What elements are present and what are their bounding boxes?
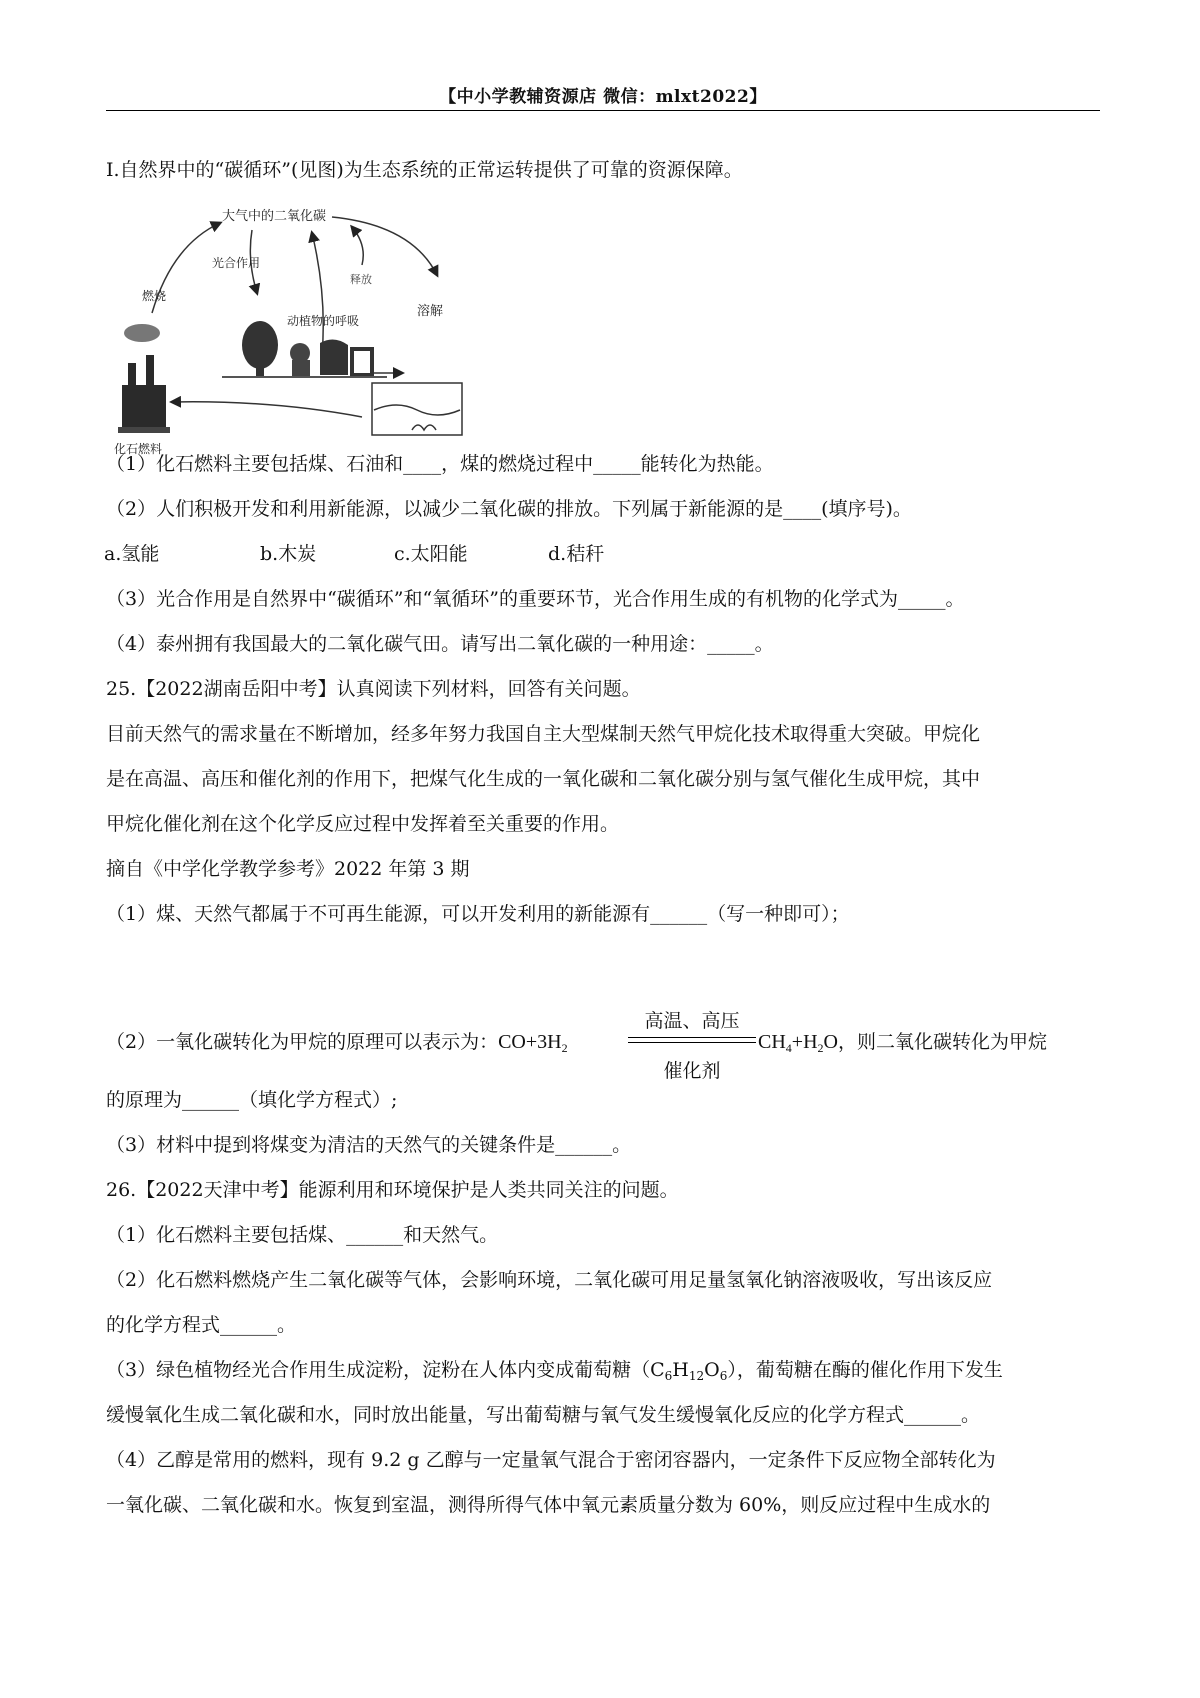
- eq-right-plus-h: +H: [791, 1031, 818, 1053]
- eq-condition-arrow: [628, 1006, 756, 1082]
- eq-right: [758, 1031, 838, 1053]
- q25-source: 摘自《中学化学教学参考》2022 年第 3 期: [106, 858, 470, 880]
- q26-q3-sub-c: 6: [664, 1369, 673, 1383]
- q26-q1: （1）化石燃料主要包括煤、______和天然气。: [106, 1224, 499, 1246]
- q25-q2-suffix: ，则二氧化碳转化为甲烷: [837, 1031, 1047, 1053]
- label-respiration: 动植物的呼吸: [287, 314, 360, 328]
- label-dissolve: 溶解: [417, 304, 444, 319]
- q25-q2-prefix: （2）一氧化碳转化为甲烷的原理可以表示为：: [106, 1031, 499, 1053]
- q26-q2-line2: 的化学方程式______。: [106, 1314, 297, 1336]
- eq-double-line: [628, 1037, 756, 1043]
- q26-q4-line2: 一氧化碳、二氧化碳和水。恢复到室温，测得所得气体中氧元素质量分数为 60%，则反应过程中生成水的: [106, 1494, 991, 1516]
- section1-q4: （4）泰州拥有我国最大的二氧化碳气田。请写出二氧化碳的一种用途：_____。: [106, 633, 774, 655]
- release-arrow: [352, 227, 363, 265]
- q25-q2-continuation: 的原理为______（填化学方程式）;: [106, 1089, 398, 1111]
- label-fossil-fuel: 化石燃料: [114, 442, 163, 456]
- q26-q4-line1: （4）乙醇是常用的燃料，现有 9.2 g 乙醇与一定量氧气混合于密闭容器内，一定条件下反应物全部转化为: [106, 1449, 996, 1471]
- option-d: d.秸秆: [548, 543, 605, 565]
- q26-q3-sub-o: 6: [719, 1369, 728, 1383]
- q26-q3-sub-h: 12: [688, 1369, 705, 1383]
- label-atmosphere-co2: 大气中的二氧化碳: [222, 209, 327, 224]
- header-divider: [106, 110, 1100, 111]
- q26-title: 26.【2022天津中考】能源利用和环境保护是人类共同关注的问题。: [106, 1179, 679, 1201]
- to-fossil-arrow: [172, 402, 362, 417]
- q26-q3-line2: 缓慢氧化生成二氧化碳和水，同时放出能量，写出葡萄糖与氧气发生缓慢氧化反应的化学方程式______。: [106, 1404, 981, 1426]
- carbon-cycle-diagram: [112, 205, 484, 463]
- eq-right-h-sub: 2: [817, 1041, 824, 1055]
- option-a: a.氢能: [104, 543, 160, 565]
- q26-q2-line1: （2）化石燃料燃烧产生二氧化碳等气体，会影响环境，二氧化碳可用足量氢氧化钠溶液吸收，写出该反应: [106, 1269, 993, 1291]
- q25-q2-equation-right: [758, 1027, 1047, 1056]
- q25-material-line1: 目前天然气的需求量在不断增加，经多年努力我国自主大型煤制天然气甲烷化技术取得重大突破。甲烷化: [106, 723, 981, 745]
- q25-q2-equation-line: [106, 1027, 568, 1056]
- q26-q3-h: H: [672, 1359, 689, 1381]
- ocean-icon: [372, 383, 462, 435]
- eq-right-o: O: [823, 1031, 838, 1053]
- q25-q1: （1）煤、天然气都属于不可再生能源，可以开发利用的新能源有______（写一种即可）；: [106, 903, 850, 925]
- section1-options: [104, 542, 604, 566]
- label-combustion: 燃烧: [142, 289, 167, 303]
- q26-q3-text-a: （3）绿色植物经光合作用生成淀粉，淀粉在人体内变成葡萄糖（C: [106, 1359, 665, 1381]
- respiration-arrow: [312, 233, 323, 355]
- eq-left-co: CO+3H: [498, 1031, 562, 1053]
- label-release: 释放: [350, 273, 372, 286]
- page-header: 【中小学教辅资源店 微信：mlxt2022】: [439, 87, 767, 107]
- section1-intro: Ⅰ.自然界中的“碳循环”(见图)为生态系统的正常运转提供了可靠的资源保障。: [106, 159, 743, 181]
- factory-icon: [118, 324, 170, 433]
- section1-q2: （2）人们积极开发和利用新能源，以减少二氧化碳的排放。下列属于新能源的是____(填序号)。: [106, 498, 912, 520]
- q25-material-line3: 甲烷化催化剂在这个化学反应过程中发挥着至关重要的作用。: [106, 813, 620, 835]
- q25-title: 25.【2022湖南岳阳中考】认真阅读下列材料，回答有关问题。: [106, 678, 641, 700]
- q25-q3: （3）材料中提到将煤变为清洁的天然气的关键条件是______。: [106, 1134, 632, 1156]
- eq-left-sub: 2: [561, 1041, 568, 1055]
- label-photosynthesis: 光合作用: [212, 256, 261, 270]
- eq-condition-top: 高温、高压: [644, 1010, 740, 1032]
- plants-animals-icon: [222, 321, 387, 377]
- section1-q3: （3）光合作用是自然界中“碳循环”和“氧循环”的重要环节，光合作用生成的有机物的化学式为_____。: [106, 588, 965, 610]
- q26-q3-line1: [106, 1358, 1003, 1388]
- q25-material-line2: 是在高温、高压和催化剂的作用下，把煤气化生成的一氧化碳和二氧化碳分别与氢气催化生成甲烷，其中: [106, 768, 981, 790]
- option-c: c.太阳能: [394, 543, 468, 565]
- eq-left: [498, 1031, 568, 1053]
- option-b: b.木炭: [260, 543, 317, 565]
- eq-right-ch: CH: [758, 1031, 786, 1053]
- eq-condition-bottom: 催化剂: [663, 1060, 721, 1082]
- section1-q1: （1）化石燃料主要包括煤、石油和____，煤的燃烧过程中_____能转化为热能。: [106, 453, 774, 475]
- dissolve-arrow: [332, 217, 437, 275]
- q26-q3-o: O: [704, 1359, 720, 1381]
- eq-right-ch-sub: 4: [785, 1041, 792, 1055]
- q26-q3-text-b: ），葡萄糖在酶的催化作用下发生: [727, 1359, 1003, 1381]
